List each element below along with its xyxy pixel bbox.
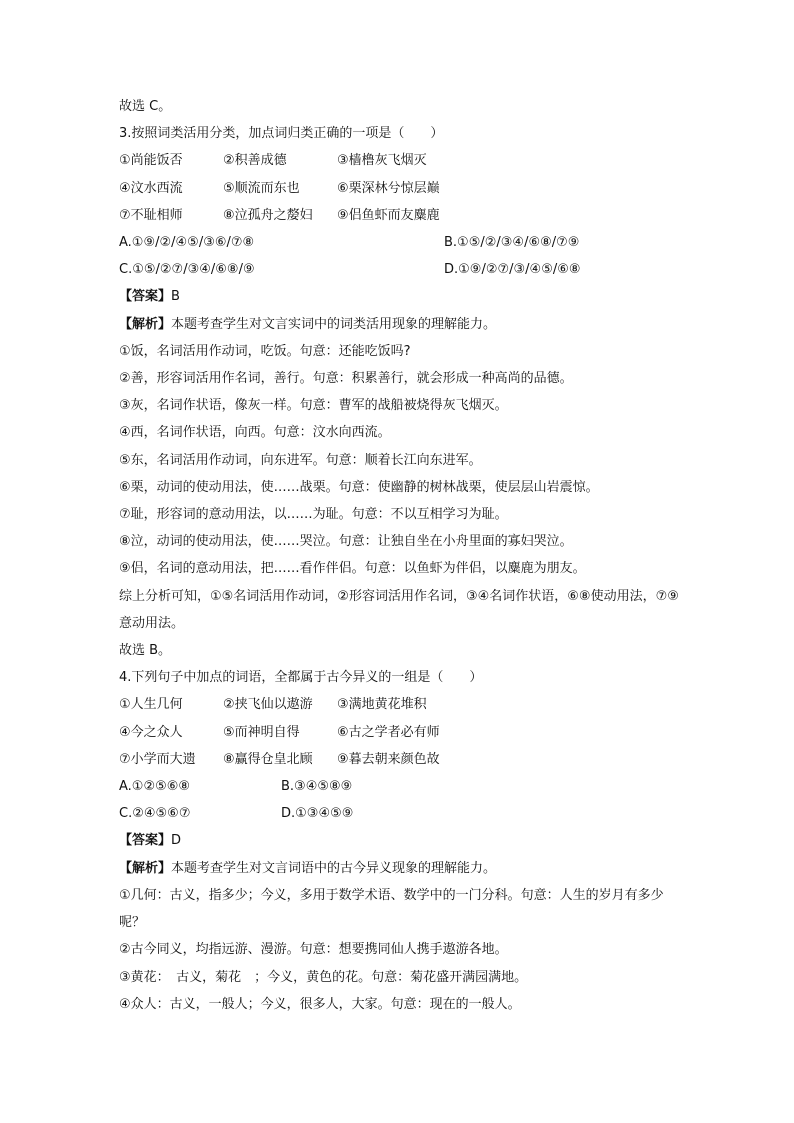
analysis-line: ③灰，名词作状语，像灰一样。句意：曹军的战船被烧得灰飞烟灭。 [119,398,508,414]
analysis-line: ③黄花： 古义，菊花 ；今义，黄色的花。句意：菊花盛开满园满地。 [119,969,528,985]
analysis-summary: 综上分析可知，①⑤名词活用作动词，②形容词活用作名词，③④名词作状语，⑥⑧使动用法，⑦⑨意动用法。 [119,588,679,631]
question-stem: 3.按照词类活用分类，加点词归类正确的一项是（ ） [119,126,444,142]
item: ⑨侣鱼虾而友麋鹿 [337,207,440,223]
analysis-intro-line [119,855,679,882]
item-row [119,202,679,229]
item-row [119,719,679,746]
conclusion: 故选 B。 [119,643,172,659]
analysis-line: ⑨侣，名词的意动用法，把……看作伴侣。句意：以鱼虾为伴侣，以麋鹿为朋友。 [119,561,586,577]
analysis-line: ⑤东，名词活用作动词，向东进军。句意：顺着长江向东进军。 [119,452,482,468]
analysis-intro: 本题考查学生对文言实词中的词类活用现象的理解能力。 [171,316,497,332]
analysis-label: 【解析】 [119,860,172,876]
item: ⑦小学而大遗 [119,751,196,767]
question-4 [119,664,679,1018]
analysis-line: ⑥栗，动词的使动用法，使……战栗。句意：使幽静的树林战栗，使层层山岩震惊。 [119,479,599,495]
analysis-intro: 本题考查学生对文言词语中的古今异义现象的理解能力。 [171,860,497,876]
answer-line [119,283,679,310]
answer-label: 【答案】 [119,833,172,849]
option-b: B.③④⑤⑧⑨ [281,779,353,795]
item: ⑧泣孤舟之嫠妇 [223,207,313,223]
analysis-line: ⑦耻，形容词的意动用法，以……为耻。句意：不以互相学习为耻。 [119,507,508,523]
option-c: C.①⑤/②⑦/③④/⑥⑧/⑨ [119,262,255,278]
item-row [119,746,679,773]
item-row [119,691,679,718]
item: ⑤顺流而东也 [223,180,300,196]
answer-value: D [171,833,182,849]
analysis-line: ⑧泣，动词的使动用法，使……哭泣。句意：让独自坐在小舟里面的寡妇哭泣。 [119,534,573,550]
analysis-line: ②古今同义，均指远游、漫游。句意：想要携同仙人携手遨游各地。 [119,942,508,958]
item-row [119,175,679,202]
item: ⑦不耻相师 [119,207,183,223]
options-row [119,256,679,283]
question-stem: 4.下列句子中加点的词语，全都属于古今异义的一组是（ ） [119,670,483,686]
option-a: A.①②⑤⑥⑧ [119,779,191,795]
document-content [119,93,679,1018]
item: ④汶水西流 [119,180,183,196]
analysis-line: ①几何：古义，指多少；今义，多用于数学术语、数学中的一门分科。句意：人生的岁月有多少呢？ [119,887,664,931]
options-row [119,773,679,800]
item: ③樯橹灰飞烟灭 [337,153,427,169]
item: ①人生几何 [119,697,183,713]
answer-line [119,827,679,854]
item: ②挟飞仙以遨游 [223,697,313,713]
answer-label: 【答案】 [119,289,172,305]
item: ⑥古之学者必有师 [337,724,440,740]
analysis-intro-line [119,311,679,338]
item: ①尚能饭否 [119,153,183,169]
analysis-line: ④西，名词作状语，向西。句意：汶水向西流。 [119,425,391,441]
analysis-line: ④众人：古义，一般人；今义，很多人，大家。句意：现在的一般人。 [119,996,521,1012]
item: ⑥栗深林兮惊层巅 [337,180,440,196]
analysis-line: ②善，形容词活用作名词，善行。句意：积累善行，就会形成一种高尚的品德。 [119,371,573,387]
item: ③满地黄花堆积 [337,697,427,713]
option-c: C.②④⑤⑥⑦ [119,806,191,822]
option-d: D.①⑨/②⑦/③/④⑤/⑥⑧ [444,262,581,278]
answer-value: B [171,289,180,305]
option-b: B.①⑤/②/③④/⑥⑧/⑦⑨ [444,235,580,251]
analysis-line: ①饭，名词活用作动词，吃饭。句意：还能吃饭吗? [119,343,411,359]
question-3 [119,120,679,664]
options-row [119,800,679,827]
previous-conclusion: 故选 C。 [119,99,172,114]
option-d: D.①③④⑤⑨ [281,806,354,822]
item: ④今之众人 [119,724,183,740]
options-row [119,229,679,256]
item-row [119,147,679,174]
option-a: A.①⑨/②/④⑤/③⑥/⑦⑧ [119,235,255,251]
item: ⑤而神明自得 [223,724,300,740]
analysis-label: 【解析】 [119,316,172,332]
item: ②积善成德 [223,153,287,169]
item: ⑧赢得仓皇北顾 [223,751,313,767]
item: ⑨暮去朝来颜色故 [337,751,440,767]
